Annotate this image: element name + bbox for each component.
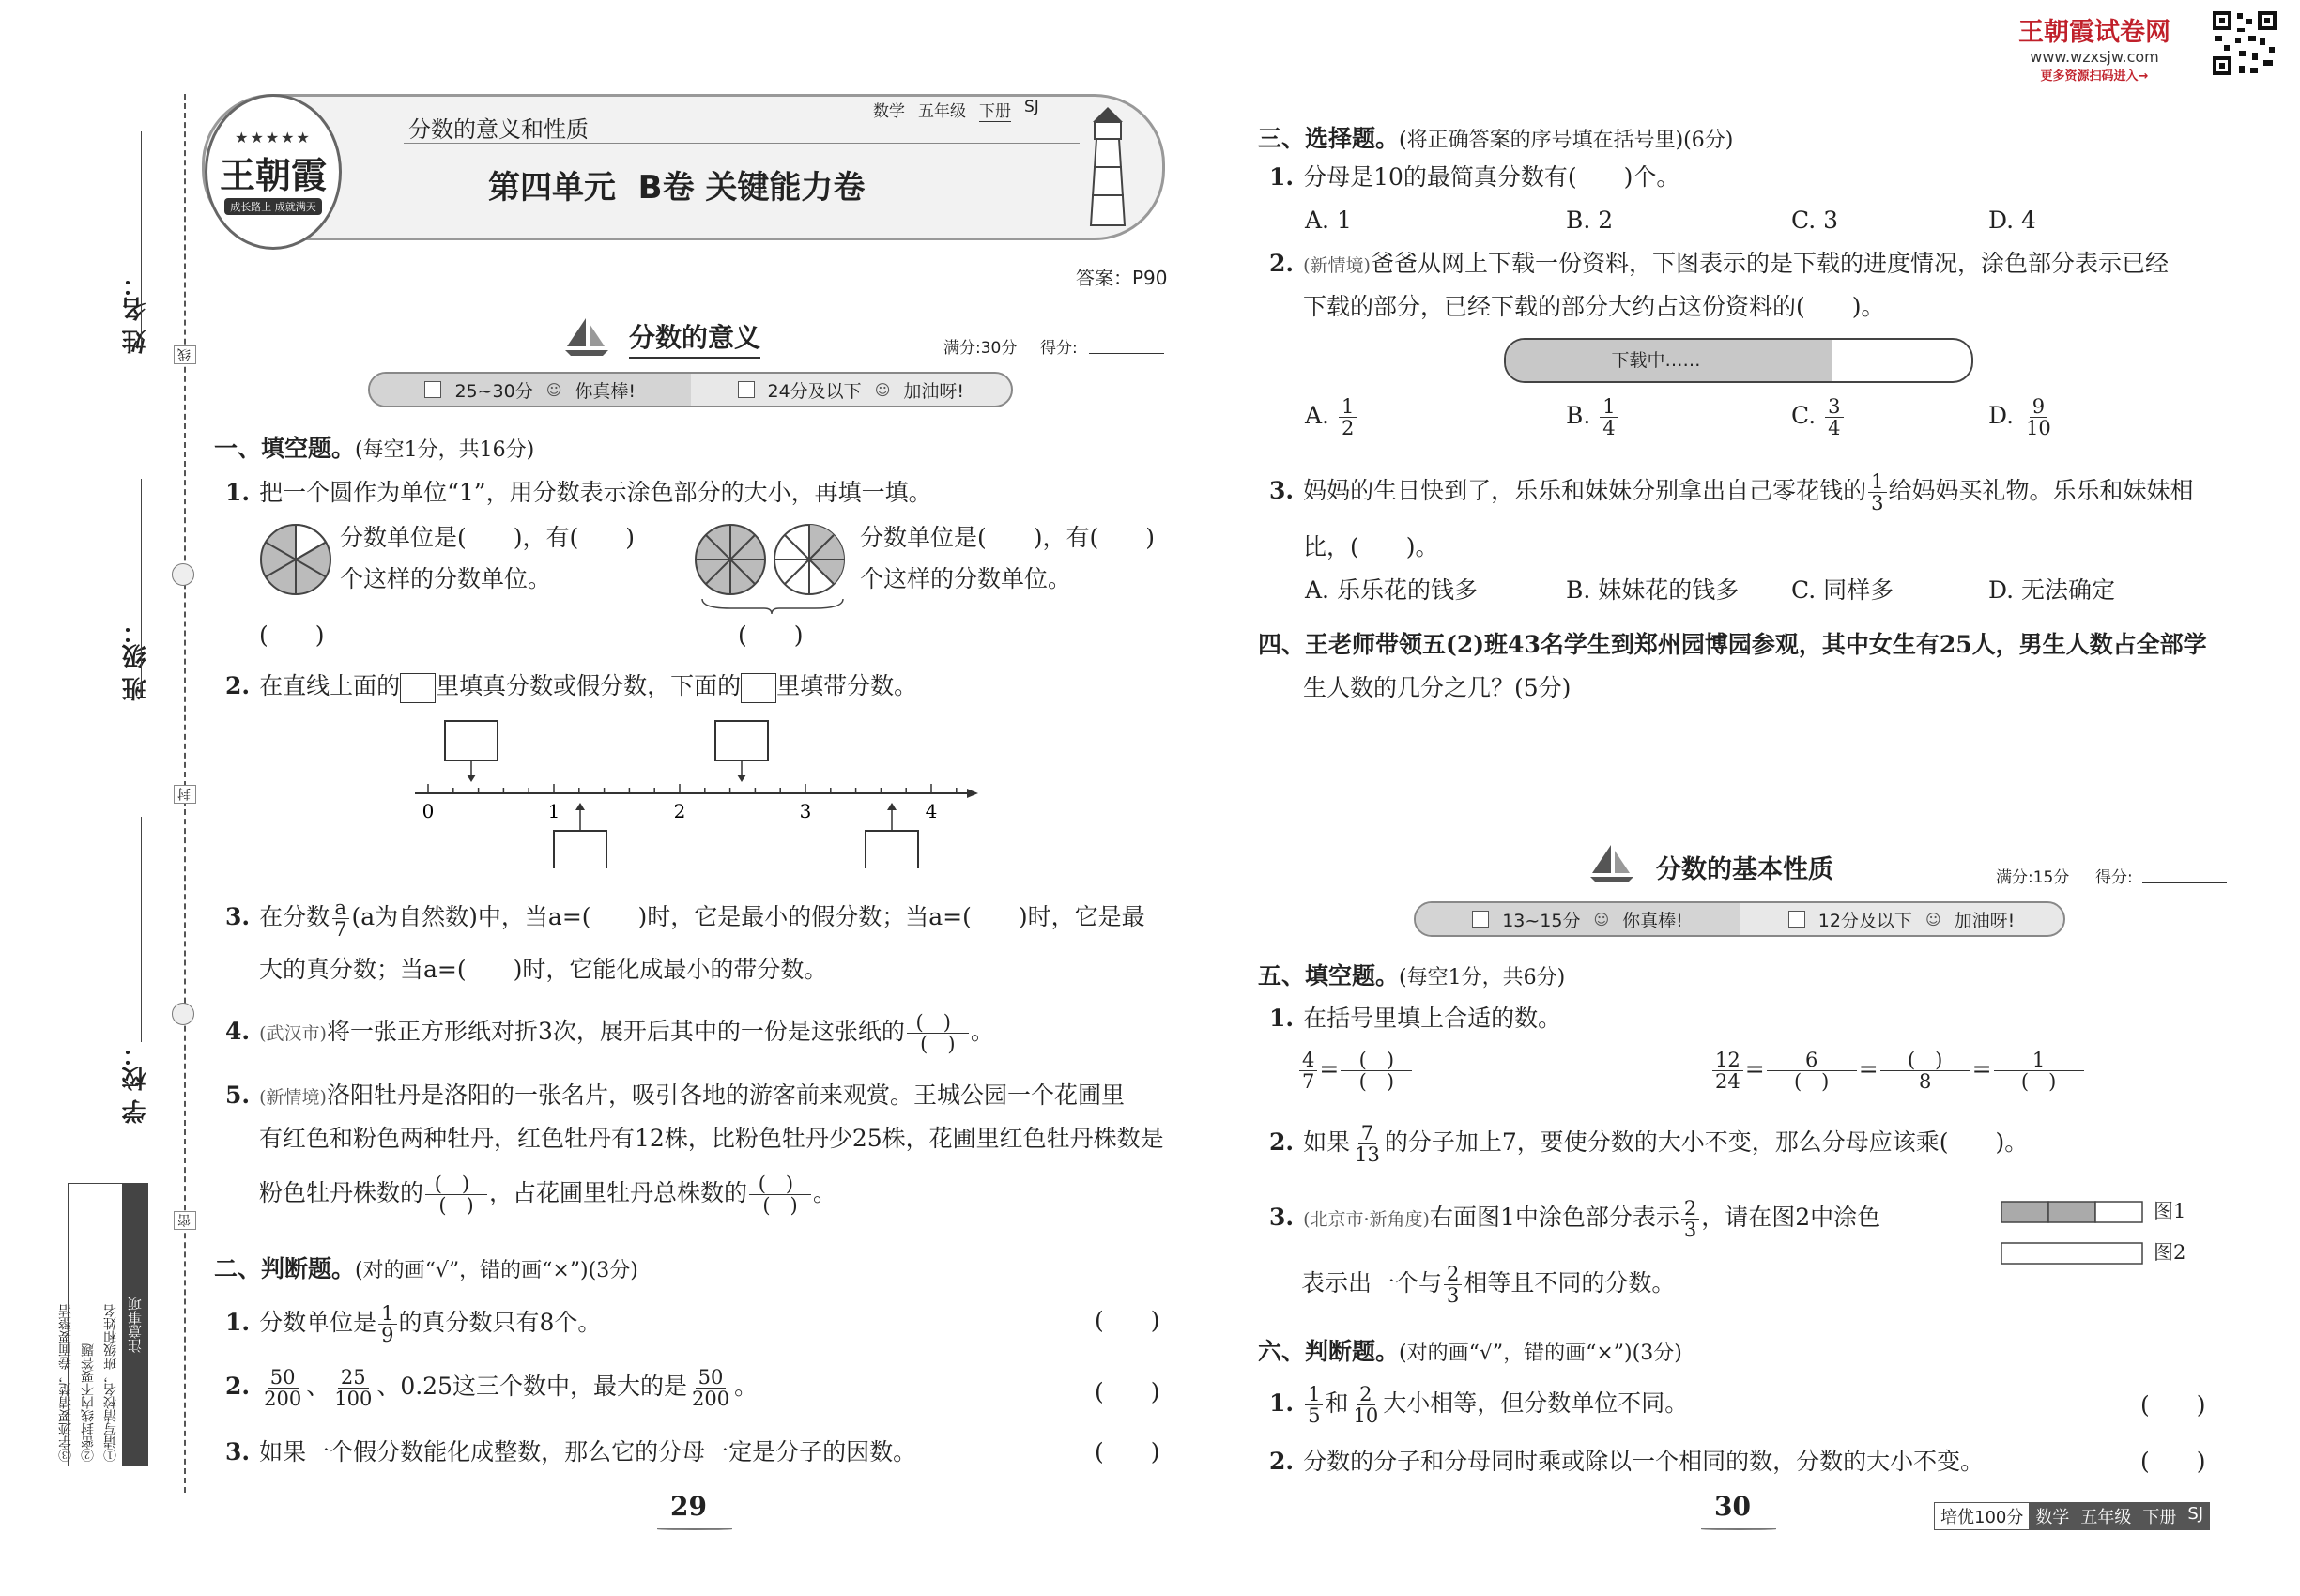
class-label: 班 级： xyxy=(122,620,150,702)
question-text: 的分子加上7，要使分数的大小不变，那么分母应该乘( )。 xyxy=(1384,1128,2029,1156)
fraction-numerator: 12 xyxy=(1712,1050,1743,1071)
section-heading xyxy=(214,1251,638,1284)
seal-mark-2: 封 xyxy=(174,785,196,804)
question-number: 5. xyxy=(225,1082,251,1109)
choice-2 xyxy=(1269,248,2169,282)
q4-line2: 生人数的几分之几？(5分) xyxy=(1303,674,1572,701)
subject-label: 数学 xyxy=(873,102,905,121)
q1-b-line1: 分数单位是( )，有( ) xyxy=(860,524,1156,551)
fraction-denominator: 9 xyxy=(381,1324,394,1346)
school-label: 学 校： xyxy=(122,1042,150,1125)
question-text: 粉色牡丹株数的 xyxy=(259,1179,424,1206)
figure-1-label: 图1 xyxy=(2154,1200,2186,1222)
fraction-numerator: 9 xyxy=(2030,396,2047,418)
fraction-denominator: 200 xyxy=(264,1388,302,1410)
question-text: 分数单位是 xyxy=(259,1309,377,1336)
fill-3-line2 xyxy=(1301,1264,1675,1306)
question-text: 右面图1中涂色部分表示 xyxy=(1429,1204,1679,1231)
circle-figure-a xyxy=(258,522,333,597)
question-3 xyxy=(225,898,1145,940)
page-title: 第四单元 B卷 关键能力卷 xyxy=(488,169,866,207)
answer-blank[interactable]: ( ) xyxy=(1095,1307,1160,1334)
q1-a-line2: 个这样的分数单位。 xyxy=(340,565,552,592)
section-title-meaning: 分数的意义 xyxy=(629,317,760,359)
fraction-numerator: 1 xyxy=(1868,471,1886,493)
fraction-numerator: 2 xyxy=(1357,1384,1374,1405)
option[interactable] xyxy=(1988,396,2056,438)
option[interactable]: A. 1 xyxy=(1305,207,1352,234)
question-text: 分数的分子和分母同时乘或除以一个相同的数，分数的大小不变。 xyxy=(1303,1448,1985,1475)
score-field[interactable] xyxy=(1089,353,1164,354)
checkbox[interactable] xyxy=(1472,911,1489,928)
answer-fraction[interactable]: $\frac{( )}{( )}$ xyxy=(749,1174,811,1216)
question-number: 2. xyxy=(1269,1448,1295,1475)
option-letter: C. xyxy=(1791,402,1817,429)
score-range: 24分及以下 xyxy=(767,380,862,402)
name-label: 姓 名： xyxy=(122,272,150,355)
answer-fraction[interactable]: $\frac{( )}{( )}$ xyxy=(1341,1050,1412,1092)
answer-fraction[interactable]: $\frac{( )}{( )}$ xyxy=(425,1174,487,1216)
option[interactable]: D. 无法确定 xyxy=(1988,576,2116,604)
question-text: ，占花圃里牡丹总株数的 xyxy=(489,1179,748,1206)
class-field[interactable] xyxy=(141,479,142,695)
wave-decoration xyxy=(1701,1528,1776,1530)
fraction-numerator: 3 xyxy=(1825,396,1843,418)
fraction-numerator: 1 xyxy=(1600,396,1618,418)
heading-text: 三、选择题。 xyxy=(1258,125,1400,152)
notice-item: ③字迹要清楚，卷面要整洁 xyxy=(58,1304,73,1462)
question-text: 妈妈的生日快到了，乐乐和妹妹分别拿出自己零花钱的 xyxy=(1303,477,1867,504)
question-text: 在括号里填上合适的数。 xyxy=(1303,1005,1562,1032)
question-text: 如果 xyxy=(1303,1128,1351,1156)
fraction-denominator: 3 xyxy=(1683,1219,1697,1241)
fraction-numerator: 1 xyxy=(1339,396,1357,418)
score-bar xyxy=(1414,901,2065,937)
option[interactable] xyxy=(1566,396,1620,438)
fraction-denominator: 3 xyxy=(1871,492,1884,514)
answer-box[interactable] xyxy=(554,831,606,868)
question-text: ，请在图2中涂色 xyxy=(1701,1204,1881,1231)
smile-icon: ☺ xyxy=(1924,910,1941,928)
judge-2: 2. $\frac{50}{200}$ 、 $\frac{25}{100}$ 、0.25这三个数中，最大的是 $\frac{50}{200}$ 。 xyxy=(225,1366,759,1410)
c2-line2: 下载的部分，已经下载的部分大约占这份资料的( )。 xyxy=(1303,293,1885,320)
c3-line2: 比，( )。 xyxy=(1303,533,1439,560)
smile-icon: ☺ xyxy=(1593,910,1610,928)
question-text: 四、王老师带领五(2)班43名学生到郑州园博园参观，其中女生有25人，男生人数占全部学 xyxy=(1258,631,2207,658)
question-tag: (新情境) xyxy=(1303,255,1371,276)
score-label: 得分: xyxy=(2095,868,2133,887)
grade-label: 五年级 xyxy=(918,102,966,121)
seal-mark-3: 密 xyxy=(174,1211,196,1230)
fraction-denominator: 7 xyxy=(1302,1070,1315,1093)
question-text: 里填真分数或假分数，下面的 xyxy=(436,672,742,699)
notice-title: 注意事项 xyxy=(122,1184,147,1466)
tick-label: 1 xyxy=(547,800,560,822)
question-5 xyxy=(225,1080,1125,1113)
answer-blank[interactable]: ( ) xyxy=(259,622,325,649)
figure-2-box[interactable] xyxy=(2001,1243,2142,1264)
edition-label: SJ xyxy=(1024,98,1039,116)
lighthouse-icon xyxy=(1080,101,1136,233)
equation-b: $\frac{12}{24}$ = $\frac{6}{( )}$ = $\frac{( )}{8}$ = $\frac{1}{( )}$ xyxy=(1710,1050,2086,1092)
fraction-numerator: 4 xyxy=(1299,1050,1317,1071)
binding-hole-icon xyxy=(172,1003,194,1025)
fraction-numerator: 2 xyxy=(1681,1198,1699,1220)
score-label: 得分: xyxy=(1040,339,1078,358)
heading-text: 六、判断题。 xyxy=(1258,1338,1400,1365)
number-line xyxy=(404,718,986,868)
judge-1 xyxy=(225,1303,601,1345)
heading-note: (每空1分，共16分) xyxy=(355,438,535,462)
school-field[interactable] xyxy=(141,817,142,1042)
footer-tag xyxy=(1934,1502,2210,1530)
answer-box[interactable] xyxy=(715,721,768,760)
heading-note: (对的画“√”，错的画“×”)(3分) xyxy=(1399,1342,1682,1365)
score-tag: 加油呀! xyxy=(903,380,964,402)
score-range: 12分及以下 xyxy=(1817,910,1912,931)
fraction-denominator: 200 xyxy=(691,1388,730,1410)
fraction-numerator: 1 xyxy=(378,1303,396,1325)
score-bar xyxy=(368,372,1013,407)
question-number: 2. xyxy=(225,672,251,699)
fraction-figures xyxy=(2000,1198,2155,1266)
choice-3 xyxy=(1269,471,2194,514)
tick-label: 4 xyxy=(925,800,938,822)
full-score: 满分:30分 xyxy=(943,339,1018,358)
option-letter: A. xyxy=(1305,402,1330,429)
logo-sub: 成就满天 xyxy=(274,201,316,213)
tick-label: 0 xyxy=(422,800,435,822)
question-number: 3. xyxy=(225,1438,251,1466)
footer-grade: 五年级 xyxy=(2075,1503,2137,1529)
answer-box[interactable] xyxy=(741,673,776,703)
question-number: 1. xyxy=(1269,1005,1295,1032)
question-text: 里填带分数。 xyxy=(776,672,918,699)
question-text: 如果一个假分数能化成整数，那么它的分母一定是分子的因数。 xyxy=(259,1438,917,1466)
option[interactable]: A. 乐乐花的钱多 xyxy=(1305,576,1478,604)
q1-b-line2: 个这样的分数单位。 xyxy=(860,565,1072,592)
option-letter: B. xyxy=(1566,402,1591,429)
fraction-numerator: 50 xyxy=(268,1367,299,1389)
question-number: 2. xyxy=(225,1373,251,1400)
notice-box xyxy=(58,1183,148,1466)
q5-line3: 粉色牡丹株数的 $\frac{( )}{( )}$ ，占花圃里牡丹总株数的 $\frac{( )}{( )}$ 。 xyxy=(259,1173,837,1217)
answer-box[interactable] xyxy=(866,831,918,868)
q3-line2: 大的真分数；当a=( )时，它能化成最小的带分数。 xyxy=(259,956,828,983)
logo-text: 王朝霞 xyxy=(219,154,327,196)
question-1 xyxy=(225,477,932,509)
question-4: 4. (武汉市)将一张正方形纸对折3次，展开后其中的一份是这张纸的 $\frac{( )}{( )}$ 。 xyxy=(225,1011,994,1055)
question-text: 把一个圆作为单位“1”，用分数表示涂色部分的大小，再填一填。 xyxy=(259,479,932,506)
footer-subject: 数学 xyxy=(2030,1503,2075,1529)
answer-fraction[interactable]: $\frac{( )}{( )}$ xyxy=(907,1012,969,1054)
score-field[interactable] xyxy=(2142,882,2227,883)
answer-fraction[interactable]: $\frac{( )}{8}$ xyxy=(1880,1050,1970,1092)
progress-label: 下载中…… xyxy=(1611,350,1701,371)
question-tag: (新情境) xyxy=(259,1087,327,1108)
question-text: (a为自然数)中，当a=( )时，它是最小的假分数；当a=( )时，它是最 xyxy=(351,903,1145,930)
footer-series: 培优100分 xyxy=(1935,1503,2030,1529)
answer-blank[interactable]: ( ) xyxy=(1095,1378,1160,1405)
question-text: 大小相等，但分数单位不同。 xyxy=(1383,1389,1689,1417)
seal-mark-1: 线 xyxy=(174,345,196,364)
option[interactable]: B. 妹妹花的钱多 xyxy=(1566,576,1740,604)
answer-blank[interactable]: ( ) xyxy=(2140,1448,2206,1475)
option[interactable] xyxy=(1791,396,1846,438)
download-progress-bar xyxy=(1504,338,1973,383)
section-title-property: 分数的基本性质 xyxy=(1656,855,1833,884)
fraction-denominator: 100 xyxy=(334,1388,373,1410)
option[interactable]: D. 4 xyxy=(1988,207,2036,234)
qr-code-icon[interactable] xyxy=(2211,9,2278,77)
answer-area[interactable] xyxy=(1303,714,2242,826)
question-text: 分母是10的最简真分数有( )个。 xyxy=(1303,163,1680,191)
name-field[interactable] xyxy=(141,131,142,347)
header-divider xyxy=(404,143,1080,144)
fraction-numerator: 50 xyxy=(696,1367,727,1389)
fraction-denominator: 7 xyxy=(334,918,347,941)
smile-icon: ☺ xyxy=(874,380,891,399)
section-heading xyxy=(1258,120,1733,154)
brand-block xyxy=(2018,11,2170,84)
question-number: 1. xyxy=(1269,1389,1295,1417)
question-tag: (武汉市) xyxy=(259,1023,327,1044)
question-number: 1. xyxy=(1269,163,1295,191)
heading-text: 五、填空题。 xyxy=(1258,962,1400,990)
fill-3 xyxy=(1269,1198,1880,1240)
fraction-numerator: 25 xyxy=(338,1367,369,1389)
fraction-denominator: 2 xyxy=(1341,417,1355,439)
answer-box[interactable] xyxy=(445,721,498,760)
volume-label: 下册 xyxy=(979,98,1011,122)
score-range: 25~30分 xyxy=(454,380,533,402)
question-number: 2. xyxy=(1269,1128,1295,1156)
fill-2 xyxy=(1269,1123,2028,1165)
fraction-denominator: 4 xyxy=(1828,417,1841,439)
answer-fraction[interactable]: $\frac{6}{( )}$ xyxy=(1767,1050,1857,1092)
heading-text: 一、填空题。 xyxy=(214,435,356,462)
question-text: 在直线上面的 xyxy=(259,672,401,699)
question-text: 和 xyxy=(1325,1389,1349,1417)
fraction-denominator: 10 xyxy=(1353,1404,1379,1427)
brand-url[interactable]: www.wzxsjw.com xyxy=(2030,48,2159,66)
question-text: 表示出一个与 xyxy=(1301,1269,1443,1297)
footer-edition: SJ xyxy=(2182,1503,2209,1529)
notice-item: ①请写清校名，班级和姓名 xyxy=(103,1304,118,1462)
question-tag: (北京市·新角度) xyxy=(1303,1209,1430,1230)
fraction-numerator: a xyxy=(332,898,350,919)
judge-3 xyxy=(225,1436,916,1468)
option[interactable]: B. 2 xyxy=(1566,207,1614,234)
heading-text: 二、判断题。 xyxy=(214,1255,356,1282)
answer-fraction[interactable]: $\frac{1}{( )}$ xyxy=(1994,1050,2084,1092)
binding-hole-icon xyxy=(172,563,194,586)
footer-volume: 下册 xyxy=(2137,1503,2182,1529)
fraction-denominator: 4 xyxy=(1602,417,1616,439)
score-range: 13~15分 xyxy=(1502,910,1581,931)
section-heading xyxy=(214,430,534,464)
page-number: 29 xyxy=(670,1491,707,1522)
score-tag: 你真棒! xyxy=(1622,910,1683,931)
question-text: 将一张正方形纸对折3次，展开后其中的一份是这张纸的 xyxy=(326,1018,905,1045)
question-text: 爸爸从网上下载一份资料，下图表示的是下载的进度情况，涂色部分表示已经 xyxy=(1370,250,2169,277)
heading-note: (将正确答案的序号填在括号里)(6分) xyxy=(1399,129,1734,152)
fraction-denominator: 3 xyxy=(1447,1284,1460,1307)
question-number: 3. xyxy=(1269,477,1295,504)
q1-a-line1: 分数单位是( )，有( ) xyxy=(340,524,636,551)
checkbox[interactable] xyxy=(1788,911,1805,928)
choice-1 xyxy=(1269,161,1679,193)
page-number: 30 xyxy=(1714,1491,1751,1522)
fraction-numerator: 1 xyxy=(1305,1384,1323,1405)
fraction-numerator: 2 xyxy=(1444,1264,1462,1285)
tick-label: 3 xyxy=(799,800,812,822)
option[interactable]: C. 同样多 xyxy=(1791,576,1894,604)
option[interactable] xyxy=(1305,396,1358,438)
question-text: 的真分数只有8个。 xyxy=(398,1309,602,1336)
heading-note: (每空1分，共6分) xyxy=(1399,966,1566,990)
question-number: 2. xyxy=(1269,250,1295,277)
star-icon: ★★★★★ xyxy=(235,129,312,146)
header-meta xyxy=(873,98,1039,122)
heading-note: (对的画“√”，错的画“×”)(3分) xyxy=(355,1259,638,1282)
fill-1 xyxy=(1269,1003,1561,1035)
logo-sub: 成长路上 xyxy=(230,201,272,213)
question-number: 3. xyxy=(225,903,251,930)
fraction-numerator: 7 xyxy=(1358,1123,1376,1144)
fraction-denominator: 24 xyxy=(1715,1070,1740,1093)
question-text: 、0.25这三个数中，最大的是 xyxy=(376,1373,687,1400)
sailboat-icon xyxy=(1588,843,1635,884)
fraction-denominator: 10 xyxy=(2026,417,2051,439)
figure-2-label: 图2 xyxy=(2154,1241,2186,1264)
score-tag: 你真棒! xyxy=(575,380,636,402)
sailboat-icon xyxy=(563,316,610,358)
question-4-application xyxy=(1258,629,2207,661)
question-text: 洛阳牡丹是洛阳的一张名片，吸引各地的游客前来观赏。王城公园一个花圃里 xyxy=(326,1082,1125,1109)
option[interactable]: C. 3 xyxy=(1791,207,1839,234)
answer-box[interactable] xyxy=(400,673,436,703)
checkbox[interactable] xyxy=(424,381,441,398)
question-number: 3. xyxy=(1269,1204,1295,1231)
brand-hint: 更多资源扫码进入→ xyxy=(2040,69,2149,84)
logo-badge xyxy=(205,94,342,250)
circle-figure-b xyxy=(693,522,856,616)
question-number: 4. xyxy=(225,1018,251,1045)
answer-ref: 答案：P90 xyxy=(1076,267,1168,289)
question-number: 1. xyxy=(225,479,251,506)
answer-blank[interactable]: ( ) xyxy=(738,622,804,649)
brand-name: 王朝霞试卷网 xyxy=(2018,18,2170,47)
tick-label: 2 xyxy=(673,800,686,822)
judge-k1 xyxy=(1269,1384,1688,1426)
section-heading xyxy=(1258,958,1565,991)
fraction-denominator: 5 xyxy=(1308,1404,1321,1427)
unit-topic: 分数的意义和性质 xyxy=(408,116,589,143)
equation-a: $\frac{4}{7}$ = $\frac{( )}{( )}$ xyxy=(1297,1050,1414,1092)
question-text: 相等且不同的分数。 xyxy=(1464,1269,1676,1297)
q5-line2: 有红色和粉色两种牡丹，红色牡丹有12株，比粉色牡丹少25株，花圃里红色牡丹株数是 xyxy=(259,1125,1164,1152)
answer-blank[interactable]: ( ) xyxy=(2140,1391,2206,1419)
answer-blank[interactable]: ( ) xyxy=(1095,1438,1160,1466)
score-tag: 加油呀! xyxy=(1954,910,2016,931)
section-heading xyxy=(1258,1333,1682,1367)
full-score: 满分:15分 xyxy=(1996,868,2070,887)
smile-icon: ☺ xyxy=(545,380,562,399)
question-2 xyxy=(225,670,917,703)
fraction-denominator: 13 xyxy=(1355,1143,1380,1166)
judge-k2 xyxy=(1269,1446,1984,1478)
question-number: 1. xyxy=(225,1309,251,1336)
checkbox[interactable] xyxy=(738,381,755,398)
option-letter: D. xyxy=(1988,402,2015,429)
question-text: 在分数 xyxy=(259,903,330,930)
wave-decoration xyxy=(657,1528,732,1530)
question-text: 给妈妈买礼物。乐乐和妹妹相 xyxy=(1888,477,2194,504)
notice-item: ②密封线内不要答题 xyxy=(81,1343,96,1462)
